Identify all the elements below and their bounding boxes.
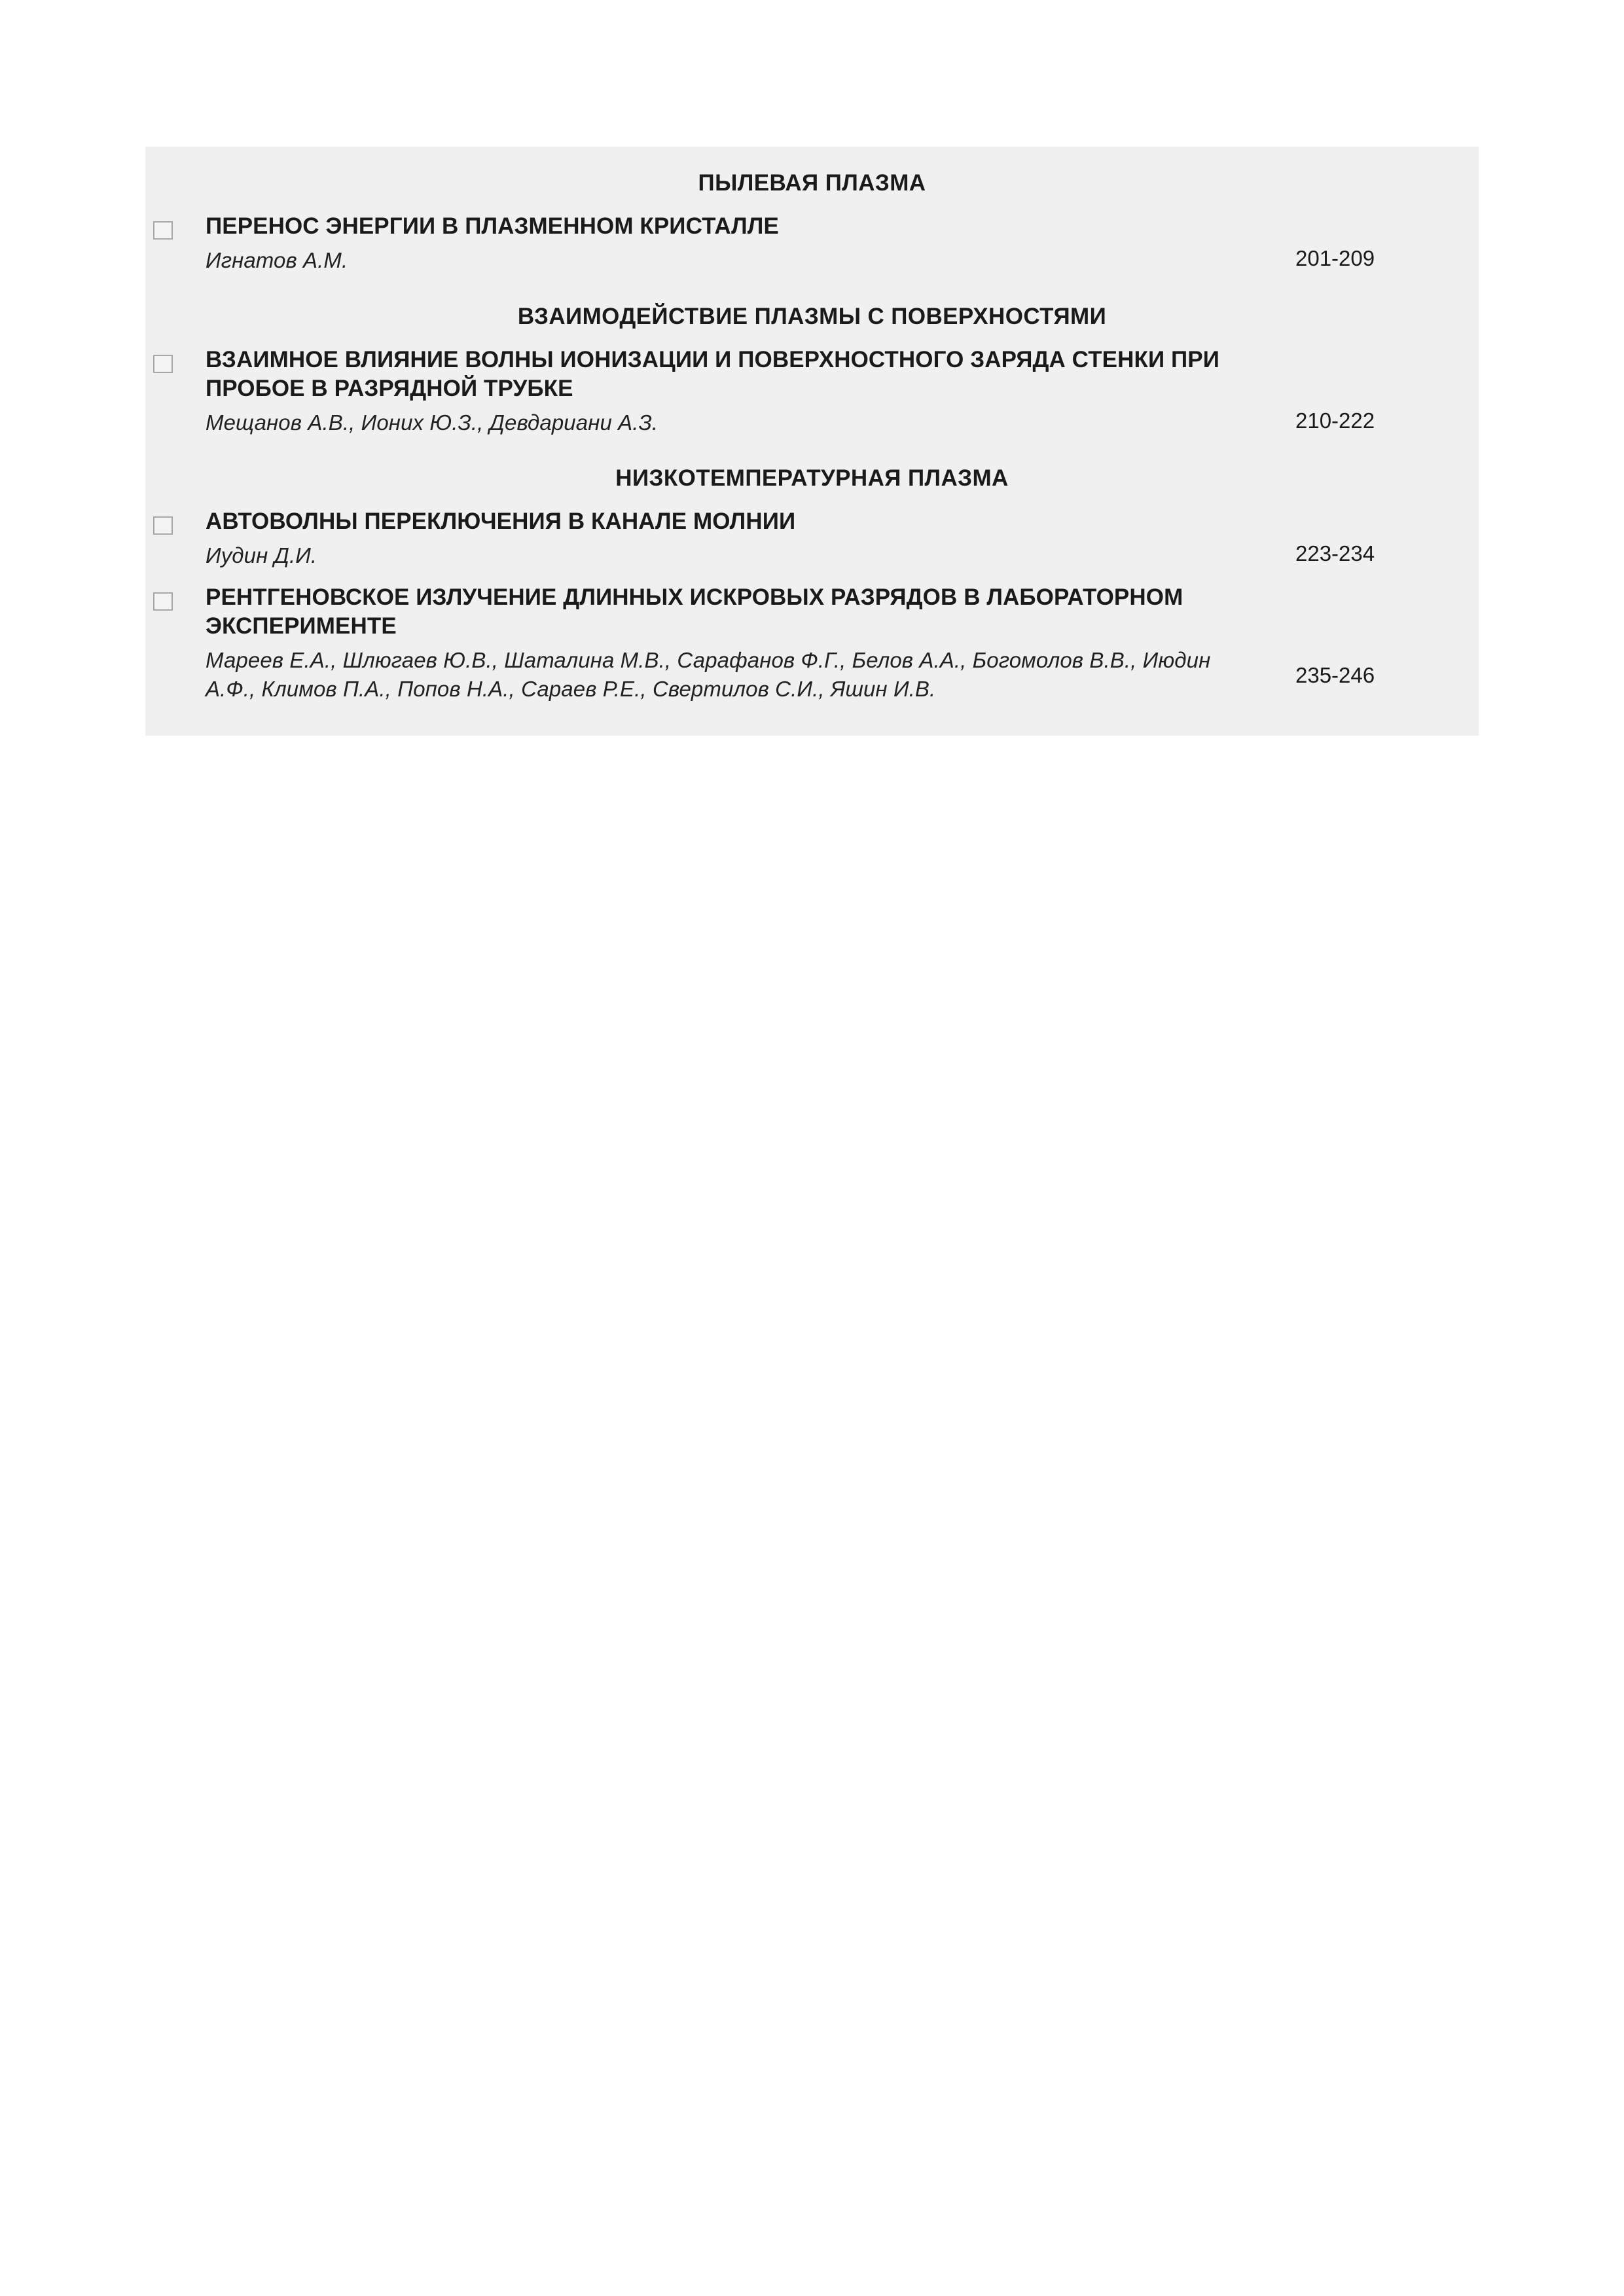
toc-entry[interactable] (145, 574, 1479, 707)
select-entry-checkbox-icon[interactable] (153, 592, 173, 611)
entry-authors: Мещанов А.В., Ионих Ю.З., Девдариани А.З. (206, 410, 659, 435)
entry-authors: Мареев Е.А., Шлюгаев Ю.В., Шаталина М.В., Сарафанов Ф.Г., Белов А.А., Богомолов В.В., Июдин А.Ф., Климов П.А., Попов Н.А., Сараев Р.Е., Свертилов С.И., Яшин И.В. (206, 648, 1211, 701)
table-of-contents-panel (145, 147, 1479, 736)
entry-page-range: 201-209 (1295, 246, 1375, 270)
entry-page-range: 210-222 (1295, 408, 1375, 433)
select-entry-checkbox-icon[interactable] (153, 221, 173, 240)
entry-checkbox-cell (145, 212, 206, 240)
select-entry-checkbox-icon[interactable] (153, 355, 173, 373)
entry-title: ВЗАИМНОЕ ВЛИЯНИЕ ВОЛНЫ ИОНИЗАЦИИ И ПОВЕРХНОСТНОГО ЗАРЯДА СТЕНКИ ПРИ ПРОБОЕ В РАЗРЯДНОЙ ТРУБКЕ (206, 346, 1219, 401)
entry-title: ПЕРЕНОС ЭНЕРГИИ В ПЛАЗМЕННОМ КРИСТАЛЛЕ (206, 213, 779, 239)
select-entry-checkbox-icon[interactable] (153, 516, 173, 535)
entry-checkbox-cell (145, 507, 206, 535)
entry-checkbox-cell (145, 583, 206, 611)
entry-page-range: 235-246 (1295, 663, 1375, 688)
section-heading-dusty-plasma: ПЫЛЕВАЯ ПЛАЗМА (698, 170, 926, 196)
entry-authors: Игнатов А.М. (206, 248, 348, 273)
section-heading-plasma-surface-interaction: ВЗАИМОДЕЙСТВИЕ ПЛАЗМЫ С ПОВЕРХНОСТЯМИ (517, 303, 1107, 329)
entry-title: АВТОВОЛНЫ ПЕРЕКЛЮЧЕНИЯ В КАНАЛЕ МОЛНИИ (206, 509, 796, 535)
toc-entry[interactable] (145, 203, 1479, 279)
entry-page-range: 223-234 (1295, 541, 1375, 566)
entry-checkbox-cell (145, 346, 206, 373)
toc-entry[interactable] (145, 336, 1479, 441)
entry-body (206, 507, 1282, 570)
toc-entry[interactable] (145, 498, 1479, 574)
entry-title: РЕНТГЕНОВСКОЕ ИЗЛУЧЕНИЕ ДЛИННЫХ ИСКРОВЫХ РАЗРЯДОВ В ЛАБОРАТОРНОМ ЭКСПЕРИМЕНТЕ (206, 584, 1183, 639)
section-heading-low-temperature-plasma: НИЗКОТЕМПЕРАТУРНАЯ ПЛАЗМА (615, 465, 1009, 492)
entry-authors: Иудин Д.И. (206, 543, 317, 568)
entry-body (206, 583, 1282, 703)
entry-body (206, 346, 1282, 437)
entry-body (206, 212, 1282, 275)
